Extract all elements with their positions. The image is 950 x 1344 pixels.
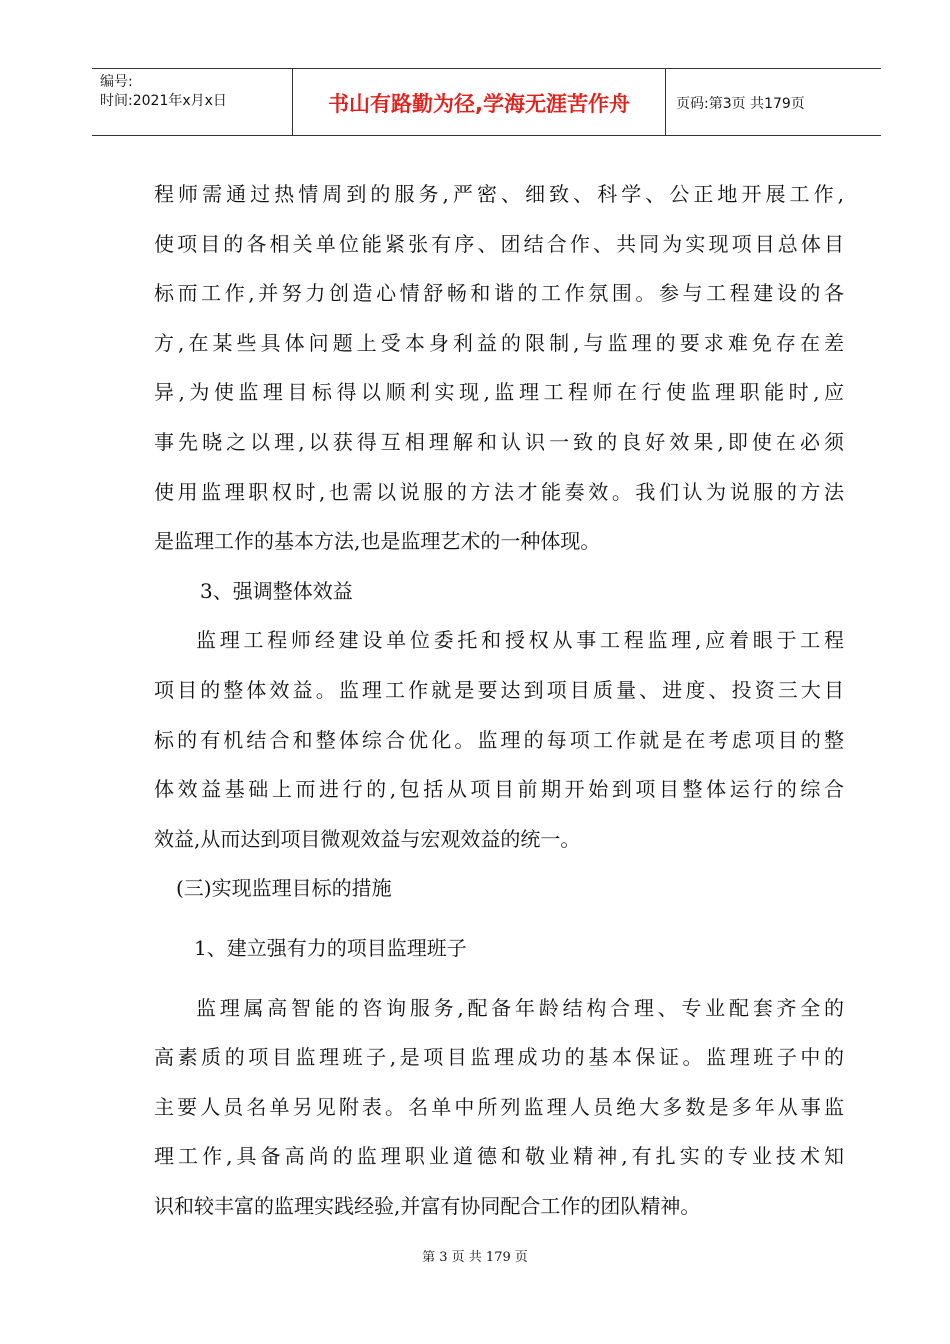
section-heading: (三)实现监理目标的措施	[176, 876, 392, 901]
body-line: 方,在某些具体问题上受本身利益的限制,与监理的要求难免存在差	[154, 330, 844, 355]
document-time-label: 时间:2021年x月x日	[100, 93, 227, 109]
header-meta	[100, 73, 290, 111]
document-body	[154, 170, 844, 1231]
body-line: 异,为使监理目标得以顺利实现,监理工程师在行使监理职能时,应	[154, 380, 844, 405]
body-line: 项目的整体效益。监理工作就是要达到项目质量、进度、投资三大目	[154, 677, 844, 702]
body-line: 主要人员名单另见附表。名单中所列监理人员绝大多数是多年从事监	[154, 1094, 844, 1119]
page-footer: 第 3 页 共 179 页	[422, 1250, 528, 1265]
body-line: 标而工作,并努力创造心情舒畅和谐的工作氛围。参与工程建设的各	[154, 281, 844, 306]
body-line: 高素质的项目监理班子,是项目监理成功的基本保证。监理班子中的	[154, 1045, 844, 1070]
body-line: 标的有机结合和整体综合优化。监理的每项工作就是在考虑项目的整	[154, 727, 844, 752]
body-line: 效益,从而达到项目微观效益与宏观效益的统一。	[154, 826, 581, 851]
header-divider	[665, 69, 666, 136]
body-line: 事先晓之以理,以获得互相理解和认识一致的良好效果,即使在必须	[154, 429, 844, 454]
body-line: 使项目的各相关单位能紧张有序、团结合作、共同为实现项目总体目	[154, 231, 844, 256]
header-motto: 书山有路勤为径,学海无涯苦作舟	[328, 91, 630, 116]
body-line: 程师需通过热情周到的服务,严密、细致、科学、公正地开展工作,	[154, 182, 844, 206]
body-line: 使用监理职权时,也需以说服的方法才能奏效。我们认为说服的方法	[154, 479, 844, 504]
body-line: 监理属高智能的咨询服务,配备年龄结构合理、专业配套齐全的	[196, 995, 844, 1020]
header-page-info: 页码:第3页 共179页	[676, 95, 805, 112]
subheading: 3、强调整体效益	[200, 578, 353, 603]
body-line: 识和较丰富的监理实践经验,并富有协同配合工作的团队精神。	[154, 1193, 701, 1218]
subheading: 1、建立强有力的项目监理班子	[194, 935, 467, 960]
body-line: 监理工程师经建设单位委托和授权从事工程监理,应着眼于工程	[196, 628, 844, 653]
body-line: 理工作,具备高尚的监理职业道德和敬业精神,有扎实的专业技术知	[154, 1144, 844, 1169]
body-line: 体效益基础上而进行的,包括从项目前期开始到项目整体运行的综合	[154, 777, 844, 802]
document-number-label: 编号:	[100, 74, 133, 90]
page-header	[92, 68, 881, 136]
body-line: 是监理工作的基本方法,也是监理艺术的一种体现。	[154, 529, 601, 554]
